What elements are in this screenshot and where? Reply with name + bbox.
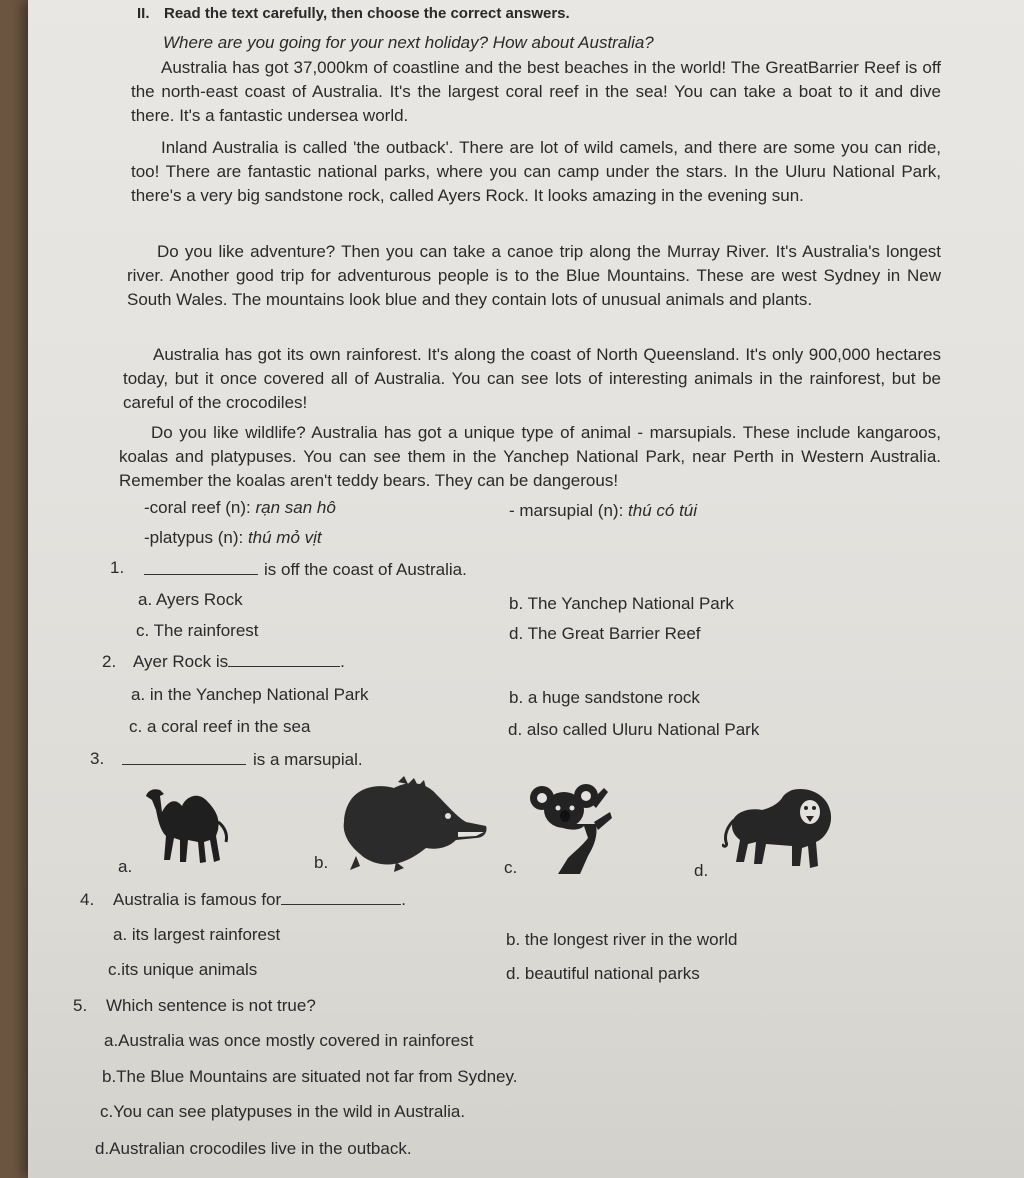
option-a[interactable]: a. in the Yanchep National Park xyxy=(131,685,369,704)
option-d[interactable]: d. xyxy=(694,861,709,880)
answer-blank[interactable] xyxy=(228,652,340,667)
option-a[interactable]: a.Australia was once mostly covered in rainforest xyxy=(104,1031,474,1050)
question-stem: Australia is famous for . xyxy=(113,890,406,909)
option-c[interactable]: c. xyxy=(504,858,518,877)
option-c[interactable]: c. The rainforest xyxy=(136,621,259,640)
question-stem: is off the coast of Australia. xyxy=(144,558,467,582)
lion-icon[interactable] xyxy=(722,786,834,872)
option-c[interactable]: c. a coral reef in the sea xyxy=(129,717,311,736)
passage-paragraph: Do you like adventure? Then you can take a canoe trip along the Murray River. It's Australia's longest river. Another good trip for adventurous people is to the Blue Mountains. These are west Sydney in New South Wales. The mountains look blue and they contain lots of unusual animals and plants. xyxy=(127,242,941,309)
option-b[interactable]: b. xyxy=(314,853,329,872)
option-a[interactable]: a. Ayers Rock xyxy=(138,590,243,609)
glossary-item: -platypus (n): thú mỏ vịt xyxy=(144,528,322,547)
question-stem: Ayer Rock is . xyxy=(133,652,345,671)
glossary-item: -coral reef (n): rạn san hô xyxy=(144,498,336,517)
answer-blank[interactable] xyxy=(144,560,258,575)
question-number: 1. xyxy=(110,558,125,577)
option-b[interactable]: b.The Blue Mountains are situated not far from Sydney. xyxy=(102,1067,518,1086)
crocodile-icon[interactable] xyxy=(336,776,488,872)
question-number: 4. xyxy=(80,890,95,909)
option-a[interactable]: a. its largest rainforest xyxy=(113,925,281,944)
section-heading: Read the text carefully, then choose the correct answers. xyxy=(164,5,570,22)
passage-paragraph: Australia has got 37,000km of coastline and the best beaches in the world! The GreatBarrier Reef is off the north-east coast of Australia. It's the largest coral reef in the sea! You can take a boat to it and dive there. It's a fantastic undersea world. xyxy=(131,58,941,125)
camel-icon[interactable] xyxy=(140,782,232,866)
option-c[interactable]: c.its unique animals xyxy=(108,960,258,979)
option-d[interactable]: d. beautiful national parks xyxy=(506,964,700,983)
question-stem: is a marsupial. xyxy=(122,748,363,772)
option-a[interactable]: a. xyxy=(118,857,133,876)
section-number: II. xyxy=(137,5,150,22)
option-d[interactable]: d.Australian crocodiles live in the outback. xyxy=(95,1139,412,1158)
answer-blank[interactable] xyxy=(281,890,401,905)
option-b[interactable]: b. the longest river in the world xyxy=(506,930,738,949)
passage-paragraph: Australia has got its own rainforest. It's along the coast of North Queensland. It's only 900,000 hectares today, but it once covered all of Australia. You can see lots of interesting animals in the rainforest, but be careful of the crocodiles! xyxy=(123,345,941,412)
passage-paragraph: Do you like wildlife? Australia has got a unique type of animal - marsupials. These include kangaroos, koalas and platypuses. You can see them in the Yanchep National Park, near Perth in Western Australia. Remember the koalas aren't teddy bears. They can be dangerous! xyxy=(119,423,941,490)
option-c[interactable]: c.You can see platypuses in the wild in Australia. xyxy=(100,1102,466,1121)
question-number: 5. xyxy=(73,996,88,1015)
passage-intro: Where are you going for your next holiday? How about Australia? xyxy=(163,33,654,52)
question-stem: Which sentence is not true? xyxy=(106,996,316,1015)
question-number: 2. xyxy=(102,652,117,671)
passage-paragraph: Inland Australia is called 'the outback'. There are lot of wild camels, and there are some you can ride, too! There are fantastic national parks, where you can camp under the stars. In the Uluru National Park, there's a very big sandstone rock, called Ayers Rock. It looks amazing in the evening sun. xyxy=(131,138,941,205)
option-d[interactable]: d. The Great Barrier Reef xyxy=(509,624,701,643)
koala-icon[interactable] xyxy=(528,782,614,874)
question-number: 3. xyxy=(90,749,105,768)
option-b[interactable]: b. a huge sandstone rock xyxy=(509,688,700,707)
option-d[interactable]: d. also called Uluru National Park xyxy=(508,720,760,739)
glossary-item: - marsupial (n): thú có túi xyxy=(509,501,698,520)
answer-blank[interactable] xyxy=(122,750,246,765)
option-b[interactable]: b. The Yanchep National Park xyxy=(509,594,734,613)
